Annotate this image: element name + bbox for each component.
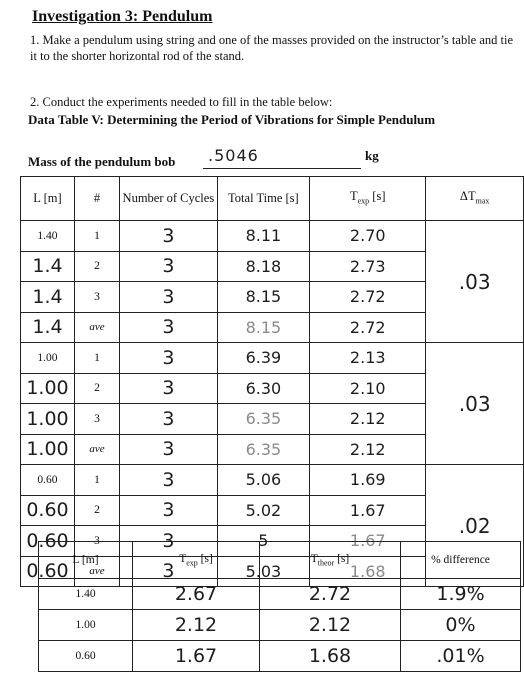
cycles-cell: 3 [120,526,218,557]
texp-cell: 2.73 [310,251,426,282]
col-header-trial: # [74,177,119,221]
table-row [21,343,524,374]
col-header-texp [310,177,426,221]
diff-cell: 1.9% [401,579,521,610]
ttheor-symbol: T [310,552,318,565]
ttheor-cell: 1.68 [260,641,401,672]
diff-cell: 0% [401,610,521,641]
texp2-subscript: exp [186,558,198,568]
texp2-symbol: T [179,552,187,565]
length-cell: 1.4 [21,251,75,282]
length-cell: 1.4 [21,282,75,313]
dtmax-cell: .02 [426,465,524,587]
trial-cell: 1 [74,221,119,252]
col-header-length: L [m] [21,177,75,221]
length-cell: 0.60 [39,641,133,672]
table-row [39,610,521,641]
length-cell: 1.00 [21,404,75,435]
ttheor-cell: 2.12 [260,610,401,641]
time-cell: 6.39 [217,343,310,374]
texp-cell: 1.68 [310,556,426,587]
comparison-table [38,541,521,672]
texp-cell: 2.13 [310,343,426,374]
trial-cell: ave [74,434,119,465]
mass-label: Mass of the pendulum bob [28,154,176,169]
texp-cell: 2.12 [310,404,426,435]
texp-cell: 2.12 [310,434,426,465]
time-cell: 6.30 [217,373,310,404]
col2-header-texp [133,542,260,579]
time-cell: 5.02 [217,495,310,526]
length-cell: 0.60 [21,556,75,587]
texp-cell: 2.72 [310,282,426,313]
ttheor-unit: [s] [334,552,350,565]
trial-cell: 2 [74,495,119,526]
cycles-cell: 3 [120,282,218,313]
cycles-cell: 3 [120,404,218,435]
length-cell: 1.40 [21,221,75,252]
table-row [39,641,521,672]
texp-cell: 2.72 [310,312,426,343]
trial-cell: 1 [74,465,119,496]
texp-cell: 1.67 [310,495,426,526]
time-cell: 8.11 [217,221,310,252]
mass-value: .5046 [208,146,259,165]
trial-cell: ave [74,312,119,343]
time-cell: 6.35 [217,404,310,435]
cycles-cell: 3 [120,373,218,404]
cycles-cell: 3 [120,343,218,374]
col2-header-ttheor [260,542,401,579]
length-cell: 0.60 [21,465,75,496]
cycles-cell: 3 [120,312,218,343]
col2-header-diff: % difference [401,542,521,579]
table-row [21,221,524,252]
trial-cell: 2 [74,373,119,404]
time-cell: 8.18 [217,251,310,282]
time-cell: 5.06 [217,465,310,496]
cycles-cell: 3 [120,495,218,526]
dtmax-cell: .03 [426,343,524,465]
texp-cell: 1.67 [133,641,260,672]
texp-cell: 1.67 [310,526,426,557]
col2-header-length: L [m] [39,542,133,579]
texp-cell: 2.67 [133,579,260,610]
ttheor-cell: 2.72 [260,579,401,610]
length-cell: 1.40 [39,579,133,610]
col-header-cycles: Number of Cycles [120,177,218,221]
length-cell: 1.00 [21,434,75,465]
table-row [21,465,524,496]
texp-subscript: exp [357,196,370,206]
length-cell: 0.60 [21,495,75,526]
texp-cell: 2.10 [310,373,426,404]
trial-cell: ave [74,556,119,587]
cycles-cell: 3 [120,221,218,252]
cycles-cell: 3 [120,434,218,465]
time-cell: 6.35 [217,434,310,465]
table-row [39,579,521,610]
trial-cell: 3 [74,282,119,313]
col-header-dtmax [426,177,524,221]
dt-symbol: ΔT [459,188,476,203]
period-data-table [20,176,524,587]
trial-cell: 2 [74,251,119,282]
page-title: Investigation 3: Pendulum [32,8,213,25]
length-cell: 1.4 [21,312,75,343]
trial-cell: 3 [74,404,119,435]
length-cell: 0.60 [21,526,75,557]
trial-cell: 1 [74,343,119,374]
texp-cell: 2.70 [310,221,426,252]
col-header-time: Total Time [s] [217,177,310,221]
texp-cell: 1.69 [310,465,426,496]
length-cell: 1.00 [21,343,75,374]
time-cell: 8.15 [217,282,310,313]
diff-cell: .01% [401,641,521,672]
mass-unit: kg [365,148,379,163]
texp-unit: [s] [369,188,386,203]
data-table-title: Data Table V: Determining the Period of Vibrations for Simple Pendulum [28,112,436,127]
length-cell: 1.00 [39,610,133,641]
cycles-cell: 3 [120,251,218,282]
time-cell: 5 [217,526,310,557]
dtmax-cell: .03 [426,221,524,343]
ttheor-subscript: theor [317,558,335,568]
time-cell: 8.15 [217,312,310,343]
instruction-step-1: 1. Make a pendulum using string and one of the masses provided on the instructor’s table and tie it to the shorter horizontal rod of the stand. [30,33,514,63]
length-cell: 1.00 [21,373,75,404]
cycles-cell: 3 [120,556,218,587]
cycles-cell: 3 [120,465,218,496]
texp-cell: 2.12 [133,610,260,641]
time-cell: 5.03 [217,556,310,587]
mass-underline [203,168,361,169]
trial-cell: 3 [74,526,119,557]
dt-subscript: max [475,196,490,206]
texp-symbol: T [349,188,358,203]
texp2-unit: [s] [197,552,213,565]
instruction-step-2: 2. Conduct the experiments needed to fill in the table below: [30,95,333,109]
